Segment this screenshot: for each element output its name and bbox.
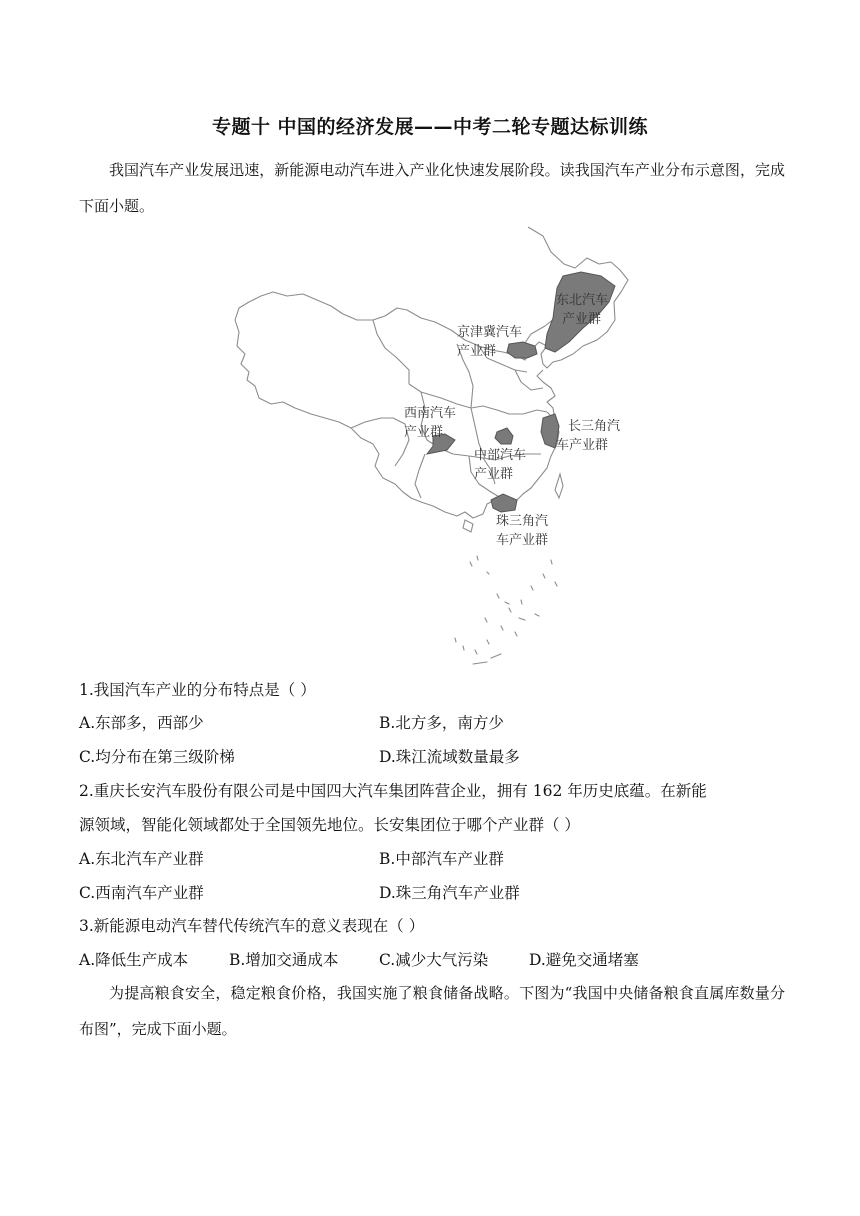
question-2-stem-line-1: 2.重庆长安汽车股份有限公司是中国四大汽车集团阵营企业，拥有 162 年历史底蕴。在新能 — [79, 782, 707, 800]
label-zhusanjiao-2: 车产业群 — [496, 533, 549, 548]
q1-option-b: B.北方多，南方少 — [379, 714, 504, 732]
label-xinan-1: 西南汽车 — [404, 406, 457, 421]
q1-option-a: A.东部多，西部少 — [79, 714, 204, 732]
q3-option-a: A.降低生产成本 — [79, 951, 189, 969]
question-2-options-row-1 — [79, 847, 785, 871]
page-title: 专题十 中国的经济发展——中考二轮专题达标训练 — [211, 116, 649, 138]
china-auto-industry-map — [225, 222, 635, 670]
label-changsanjiao-1: 长三角汽 — [568, 419, 621, 434]
question-2-options-row-2 — [79, 881, 785, 905]
intro-paragraph-2: 为提高粮食安全，稳定粮食价格，我国实施了粮食储备战略。下图为“我国中央储备粮食直属库数量分布图”，完成下面小题。 — [79, 984, 785, 1038]
label-jingjinji-1: 京津冀汽车 — [457, 325, 523, 340]
question-3-stem: 3.新能源电动汽车替代传统汽车的意义表现在（ ） — [79, 917, 425, 935]
country-outline — [235, 227, 628, 518]
question-1-stem: 1.我国汽车产业的分布特点是（ ） — [79, 681, 316, 699]
q1-option-c: C.均分布在第三级阶梯 — [79, 748, 235, 766]
question-1-options-row-1 — [79, 711, 785, 735]
region-jingjinji — [507, 342, 537, 358]
q3-option-d: D.避免交通堵塞 — [529, 951, 639, 969]
label-dongbei-1: 东北汽车 — [556, 293, 609, 308]
question-2-stem-line-2: 源领域，智能化领域都处于全国领先地位。长安集团位于哪个产业群（ ） — [79, 816, 580, 834]
label-zhongbu-2: 产业群 — [474, 467, 514, 482]
intro-paragraph-1: 我国汽车产业发展迅速，新能源电动汽车进入产业化快速发展阶段。读我国汽车产业分布示意图，完成下面小题。 — [79, 161, 785, 215]
region-zhusanjiao — [491, 494, 517, 512]
label-zhongbu-1: 中部汽车 — [474, 448, 527, 463]
label-changsanjiao-2: 车产业群 — [556, 438, 609, 453]
label-zhusanjiao-1: 珠三角汽 — [496, 514, 549, 529]
q2-option-b: B.中部汽车产业群 — [379, 850, 504, 868]
question-3-options-row — [79, 948, 785, 972]
q2-option-a: A.东北汽车产业群 — [79, 850, 204, 868]
q3-option-c: C.减少大气污染 — [379, 951, 489, 969]
q1-option-d: D.珠江流域数量最多 — [379, 748, 520, 766]
q3-option-b: B.增加交通成本 — [229, 951, 339, 969]
q2-option-d: D.珠三角汽车产业群 — [379, 884, 520, 902]
industry-regions — [427, 272, 615, 512]
label-dongbei-2: 产业群 — [562, 312, 602, 327]
q2-option-c: C.西南汽车产业群 — [79, 884, 204, 902]
question-1-options-row-2 — [79, 745, 785, 769]
map-svg — [225, 222, 635, 670]
label-xinan-2: 产业群 — [404, 425, 444, 440]
label-jingjinji-2: 产业群 — [457, 344, 497, 359]
region-zhongbu — [495, 428, 513, 444]
